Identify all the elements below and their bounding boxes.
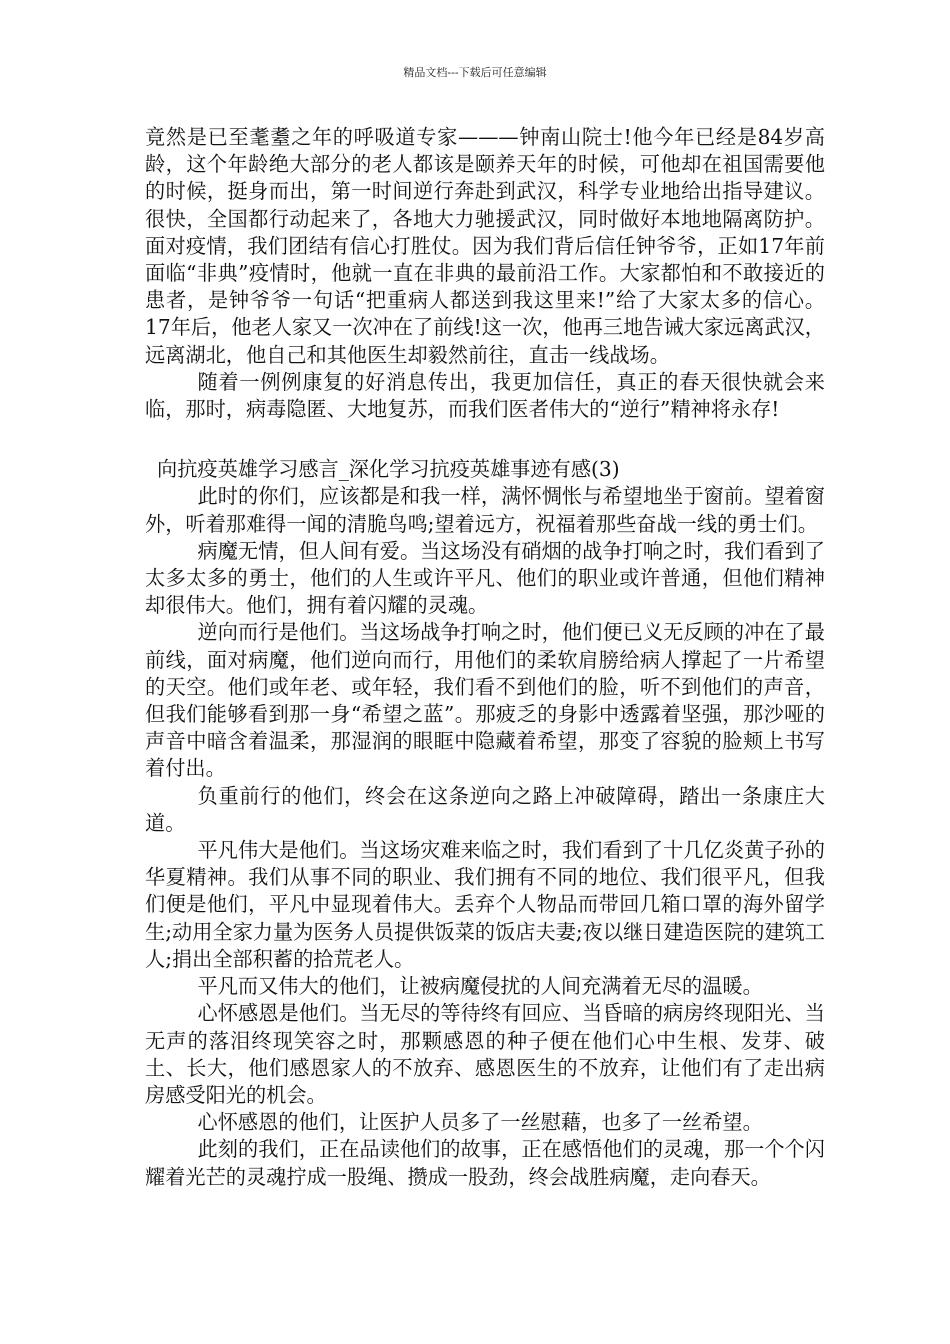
paragraph: 竟然是已至耄耋之年的呼吸道专家———钟南山院士!他今年已经是84岁高龄，这个年龄绝大部分的老人都该是颐养天年的时候，可他却在祖国需要他的时候，挺身而出，第一时间逆行奔赴到武汉，科学专业地给出指导建议。很快，全国都行动起来了，各地大力驰援武汉，同时做好本地地隔离防护。面对疫情，我们团结有信心打胜仗。因为我们背后信任钟爷爷，正如17年前面临“非典”疫情时，他就一直在非典的最前沿工作。大家都怕和不敢接近的患者，是钟爷爷一句话“把重病人都送到我这里来!”给了大家太多的信心。17年后，他老人家又一次冲在了前线!这一次，他再三地告诫大家远离武汉，远离湖北，他自己和其他医生却毅然前往，直击一线战场。: [145, 125, 825, 367]
paragraph: 随着一例例康复的好消息传出，我更加信任，真正的春天很快就会来临，那时，病毒隐匿、大地复苏，而我们医者伟大的“逆行”精神将永存!: [145, 369, 825, 422]
document-body: [145, 124, 825, 1191]
paragraph: 负重前行的他们，终会在这条逆向之路上冲破障碍，踏出一条康庄大道。: [145, 783, 825, 835]
paragraph: 平凡而又伟大的他们，让被病魔侵扰的人间充满着无尽的温暖。: [197, 974, 763, 999]
paragraph: 逆向而行是他们。当这场战争打响之时，他们便已义无反顾的冲在了最前线，面对病魔，他们逆向而行，用他们的柔软肩膀给病人撑起了一片希望的天空。他们或年老、或年轻，我们看不到他们的脸，听不到他们的声音，但我们能够看到那一身“希望之蓝”。那疲乏的身影中透露着坚强，那沙哑的声音中暗含着温柔，那湿润的眼眶中隐藏着希望，那变了容貌的脸颊上书写着付出。: [145, 620, 825, 781]
paragraph: 此时的你们，应该都是和我一样，满怀惆怅与希望地坐于窗前。望着窗外，听着那难得一闻的清脆鸟鸣;望着远方，祝福着那些奋战一线的勇士们。: [145, 484, 825, 536]
paragraph: 心怀感恩的他们，让医护人员多了一丝慰藉，也多了一丝希望。: [197, 1110, 763, 1135]
section-title: 向抗疫英雄学习感言_深化学习抗疫英雄事迹有感(3): [157, 457, 620, 482]
paragraph: 心怀感恩是他们。当无尽的等待终有回应、当昏暗的病房终现阳光、当无声的落泪终现笑容之时，那颗感恩的种子便在他们心中生根、发芽、破土、长大，他们感恩家人的不放弃、感恩医生的不放弃，让他们有了走出病房感受阳光的机会。: [145, 1001, 825, 1107]
paragraph: 平凡伟大是他们。当这场灾难来临之时，我们看到了十几亿炎黄子孙的华夏精神。我们从事不同的职业、我们拥有不同的地位、我们很平凡，但我们便是他们，平凡中显现着伟大。丢弃个人物品而带回几箱口罩的海外留学生;动用全家力量为医务人员提供饭菜的饭店夫妻;夜以继日建造医院的建筑工人;捐出全部积蓄的拾荒老人。: [145, 838, 825, 971]
running-header: 精品文档---下载后可任意编辑: [403, 66, 547, 79]
paragraph: 病魔无情，但人间有爱。当这场没有硝烟的战争打响之时，我们看到了太多太多的勇士，他们的人生或许平凡、他们的职业或许普通，但他们精神却很伟大。他们，拥有着闪耀的灵魂。: [145, 538, 825, 618]
paragraph: 此刻的我们，正在品读他们的故事，正在感悟他们的灵魂，那一个个闪耀着光芒的灵魂拧成一股绳、攒成一股劲，终会战胜病魔，走向春天。: [145, 1137, 825, 1189]
